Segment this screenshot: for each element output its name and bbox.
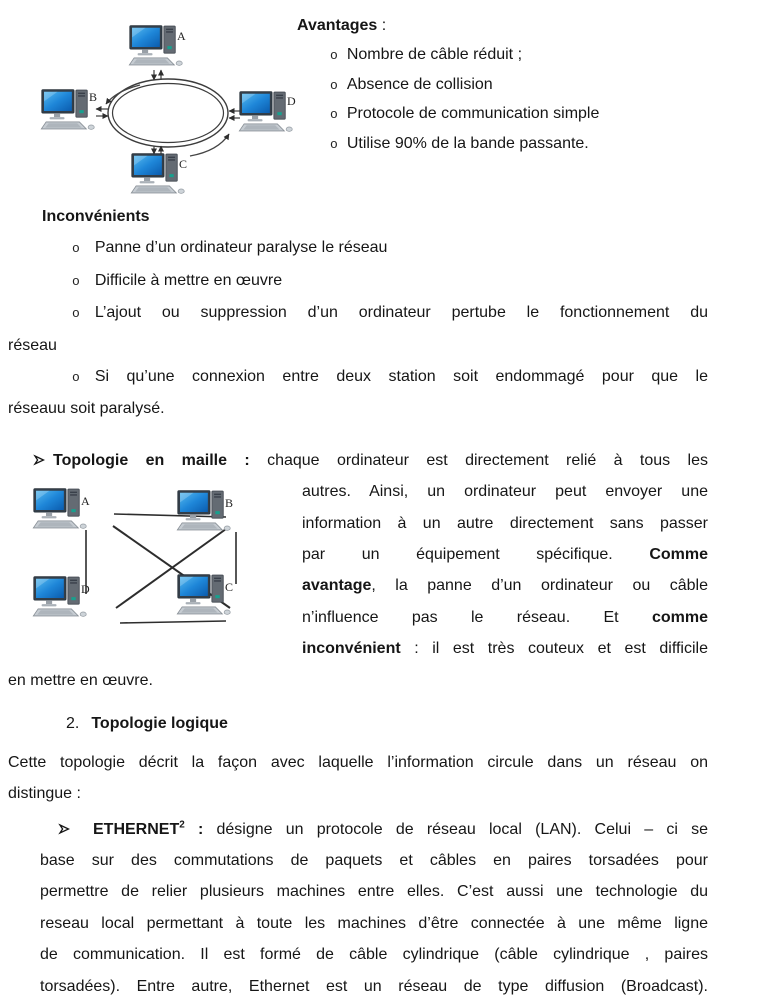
paragraph-line: base sur des commutations de paquets et câbles en paires torsadées pour [40,852,708,870]
node-label: A [177,29,186,43]
maille-tail-line: en mettre en œuvre. [8,671,153,689]
inconvenients-title: Inconvénients [42,208,150,225]
circle-bullet-icon: o [72,241,80,257]
ring-topology-figure [40,25,300,205]
logical-topology-heading [66,708,708,739]
computer-icon [33,577,86,617]
logical-topology-intro [8,747,708,810]
mesh-topology-section [8,476,708,664]
paragraph-line: distingue : [8,784,81,802]
node-label: B [89,90,98,104]
circle-bullet-icon: o [72,273,80,289]
heading-title: Topologie logique [91,715,228,733]
paragraph-line: par un équipement spécifique. Comme [302,546,708,564]
circle-bullet-icon: o [330,77,338,93]
node-label: A [81,494,90,509]
computer-icon [239,92,292,132]
list-item-continuation: réseauu soit paralysé. [8,400,165,418]
paragraph-line: avantage, la panne d’un ordinateur ou câble [302,577,708,595]
list-item [297,71,702,101]
computer-icon [177,491,230,531]
document-page [8,0,708,1002]
list-item-continuation: réseau [8,336,57,354]
advantages-title [297,10,702,41]
list-item [8,265,708,297]
advantages-title-colon: : [377,17,387,34]
list-item [297,130,702,160]
list-item-text: Utilise 90% de la bande passante. [346,134,589,152]
maille-heading-line [8,445,708,476]
mesh-figure-wrap [8,476,302,664]
ring-connectors [96,70,240,154]
list-item [297,41,702,71]
list-item [8,297,708,329]
ethernet-paragraph [40,809,708,1002]
list-item-text: L’ajout ou suppression d’un ordinateur pertube le fonctionnement du [94,304,708,322]
node-label: D [81,582,90,597]
list-item-text: Protocole de communication simple [346,105,600,122]
ethernet-first-line-text: ETHERNET$^2$ : désigne un protocole de réseau local (LAN). Celui – ci se [93,819,708,838]
arrow-bullet-icon [58,823,70,835]
paragraph-line: autres. Ainsi, un ordinateur peut envoyer une [302,483,708,501]
computer-icon [131,154,184,194]
list-item-text: Absence de collision [346,75,493,93]
heading-number: 2. [66,715,80,733]
list-item-text: Nombre de câble réduit ; [346,46,523,63]
node-label: D [287,94,296,108]
ring-topology-section [8,0,708,201]
list-item-text: Panne d’un ordinateur paralyse le réseau [94,239,388,257]
paragraph-line: de communication. Il est formé de câble cylindrique (câble cylindrique , paires [40,946,708,964]
list-item [8,232,708,264]
circle-bullet-icon: o [330,136,338,152]
circle-bullet-icon: o [72,370,80,386]
paragraph-line: torsadées). Entre autre, Ethernet est un réseau de type diffusion (Broadcast). [40,977,708,995]
ring-inner [113,84,224,143]
paragraph-line: Cette topologie décrit la façon avec laquelle l’information circule dans un réseau on [8,753,708,771]
list-item-text: Difficile à mettre en œuvre [94,271,283,289]
paragraph-line: n’influence pas le réseau. Et comme [302,608,708,626]
computer-icon [177,575,230,615]
maille-text-column [302,476,708,664]
list-item [297,100,702,130]
computer-icon [129,26,182,66]
circle-bullet-icon: o [330,48,338,63]
node-label: C [179,157,188,171]
computer-icon [41,90,94,130]
list-item [8,361,708,393]
ethernet-first-line [40,809,708,845]
advantages-title-text: Avantages [297,17,378,34]
arrow-bullet-icon [33,454,45,466]
ring-flow-arrows [106,85,229,156]
paragraph-line: reseau local permettant à toute les machines d’être connectée à une même ligne [40,914,708,932]
computer-icon [33,489,86,529]
advantages-block [297,10,702,159]
circle-bullet-icon: o [330,107,338,122]
list-item-text: Si qu’une connexion entre deux station soit endommagé pour que le [94,368,708,386]
mesh-topology-figure [30,484,290,664]
maille-heading-text: Topologie en maille : chaque ordinateur est directement relié à tous les [53,451,708,469]
circle-bullet-icon: o [72,306,80,322]
paragraph-line: information à un autre directement sans passer [302,514,708,532]
node-label: B [225,496,234,511]
paragraph-line: permettre de relier plusieurs machines entre elles. C’est aussi une technologie du [40,883,708,901]
node-label: C [225,580,234,595]
paragraph-line: inconvénient : il est très couteux et est difficile [302,640,708,658]
